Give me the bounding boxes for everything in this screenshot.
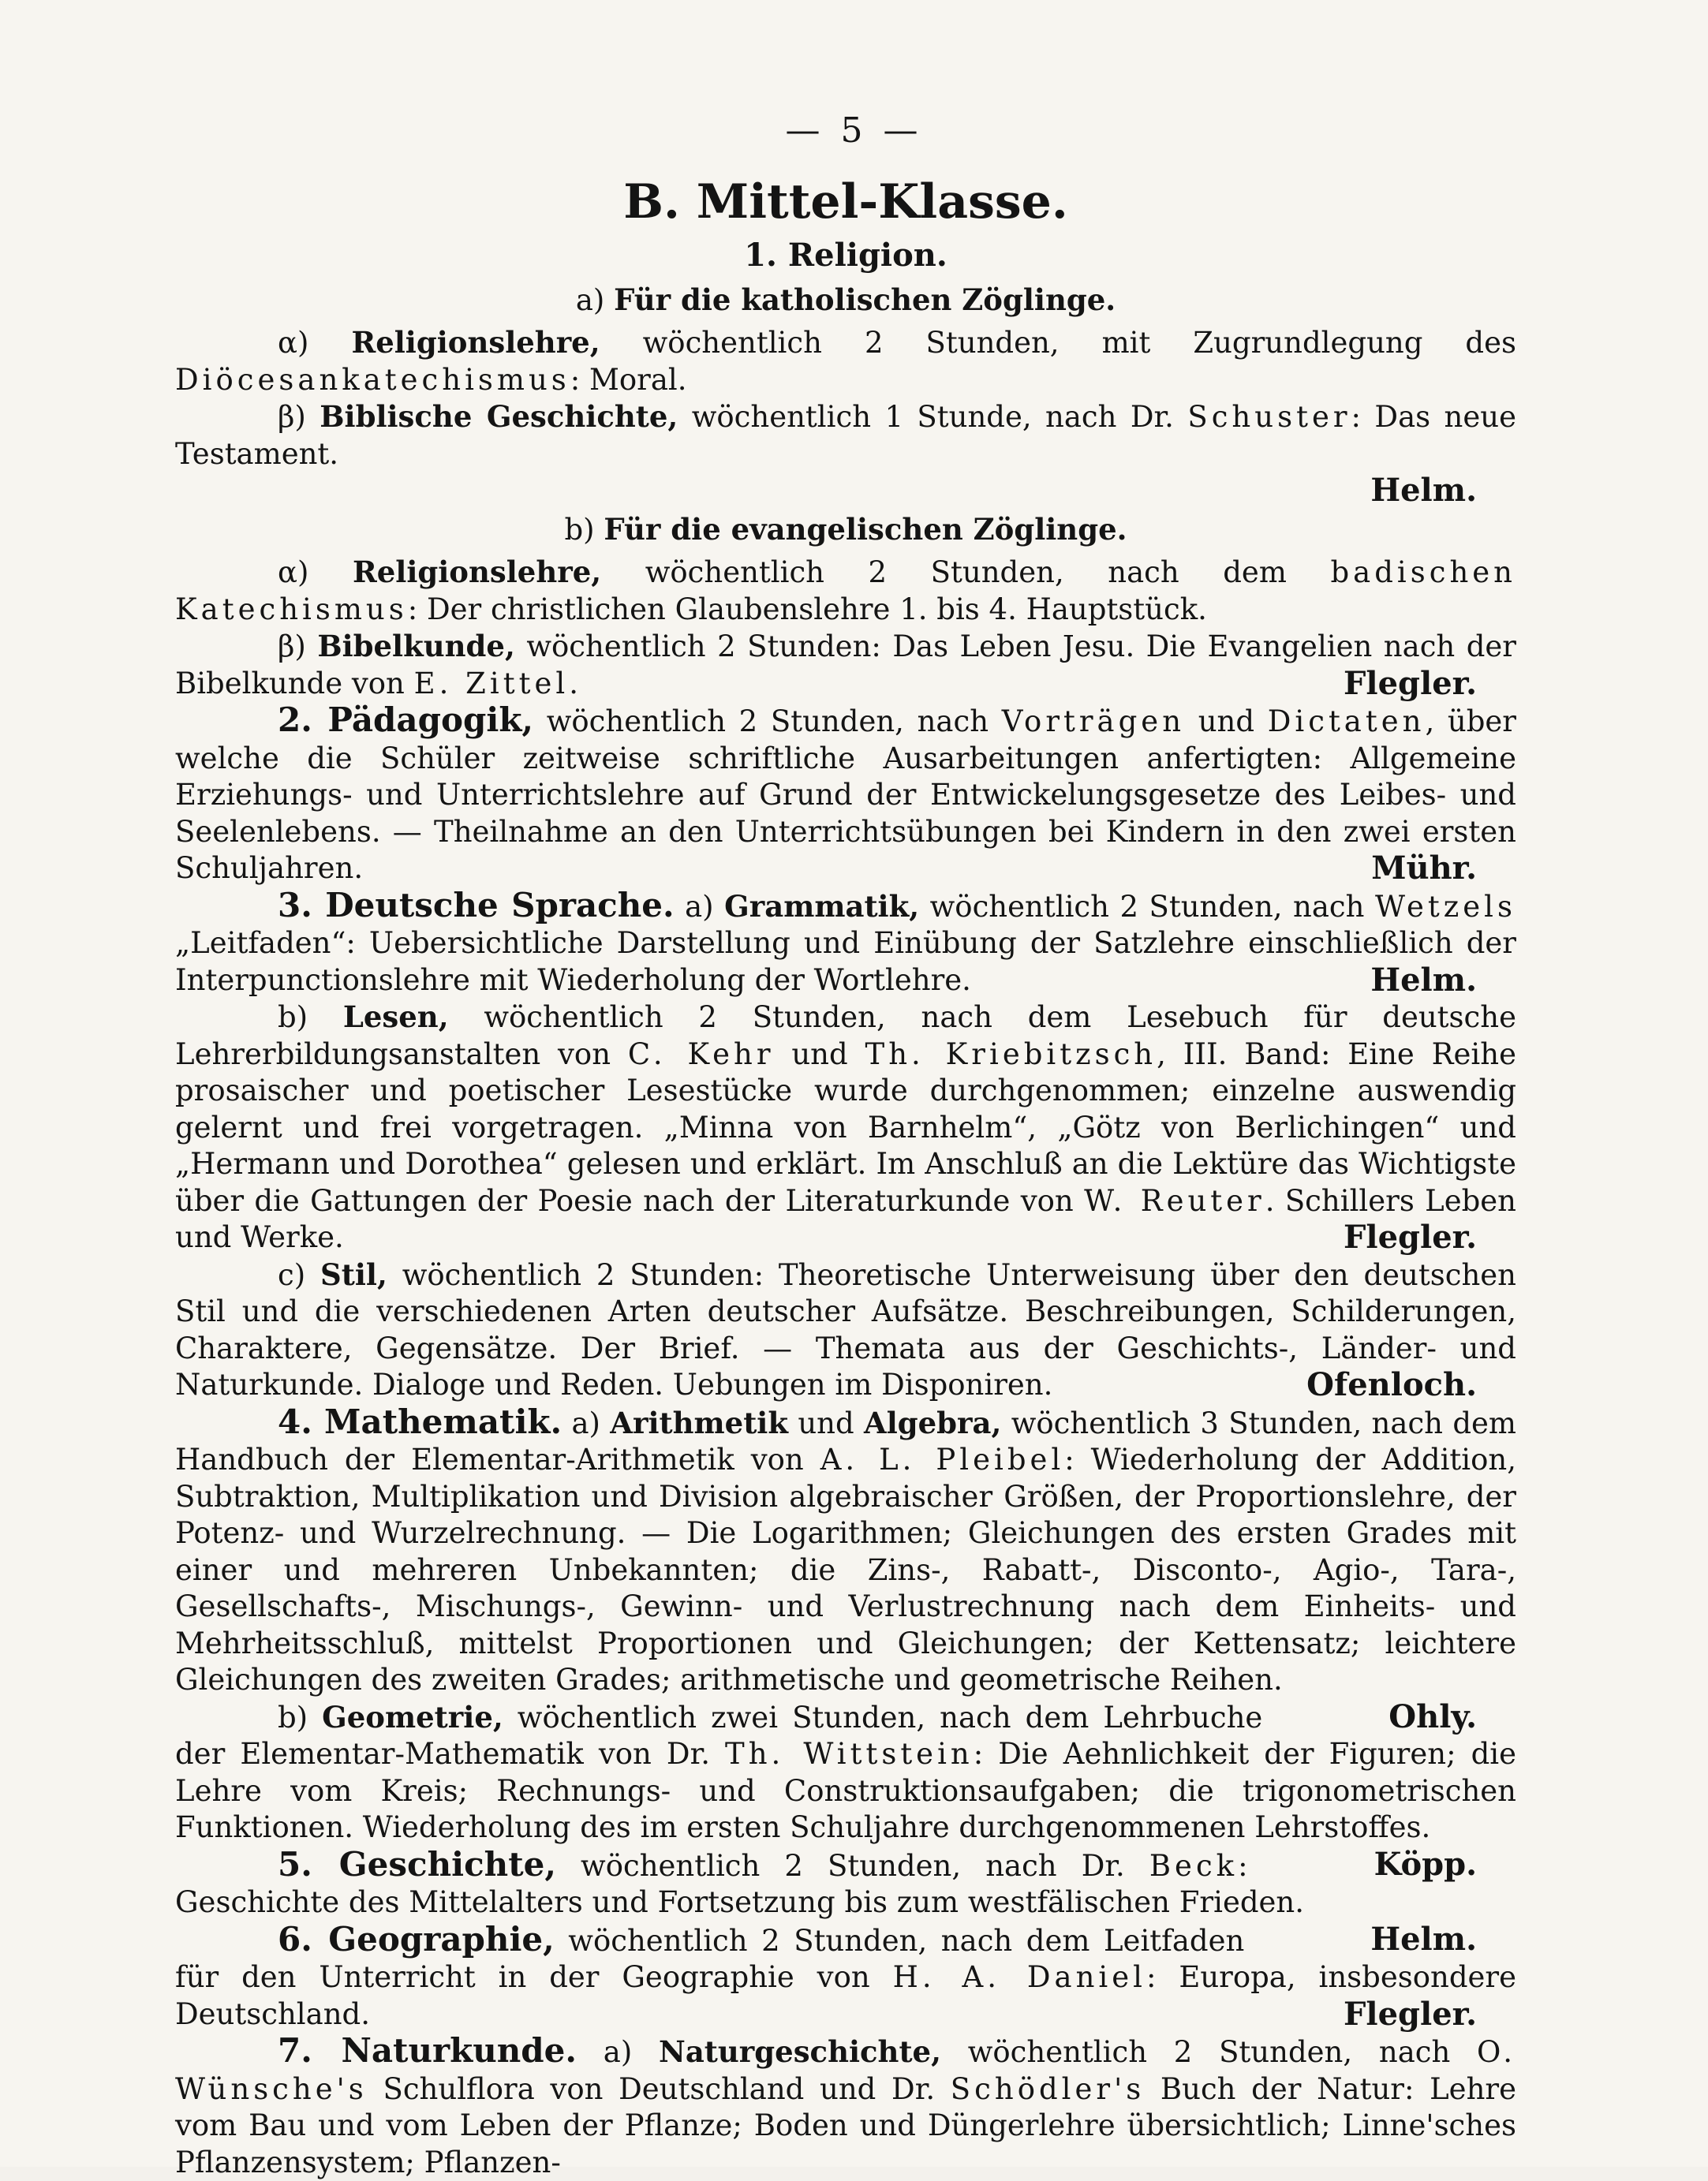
- teacher-name: Flegler.: [1344, 664, 1477, 702]
- body-text: : Die Aehnlichkeit der Figuren; die Lehre vom Kreis; Rechnungs- und Construktionsaufgaben; die trigonometrischen Funktionen. Wiederholung des im ersten Schuljahre durchgenommenen Lehrstoffes.: [175, 1737, 1517, 1844]
- list-marker: c): [278, 1257, 321, 1292]
- body-text: .: [569, 666, 578, 700]
- teacher-name: Ofenloch.: [1306, 1366, 1477, 1403]
- spaced-text: C. Kehr: [627, 1036, 775, 1071]
- spaced-text: Wetzels: [1375, 889, 1516, 924]
- spaced-text: badischen Katechismus: [175, 555, 1517, 626]
- body-text: und: [774, 1036, 865, 1071]
- subject-name: Geometrie,: [322, 1699, 503, 1735]
- catholic-heading: [175, 279, 1516, 321]
- teacher-name: Flegler.: [1344, 1219, 1477, 1256]
- body-text: : Europa, insbesondere Deutschland.: [175, 1960, 1516, 2031]
- teacher-name: Helm.: [1370, 961, 1477, 999]
- spaced-text: W. Reuter: [1084, 1183, 1265, 1218]
- list-marker: b): [278, 1000, 343, 1034]
- body-text: wöchentlich 2 Stunden, nach dem Lesebuch für deutsche Lehrerbildungsanstalten von: [175, 1000, 1516, 1071]
- body-text: wöchentlich 2 Stunden, nach Dr.: [555, 1848, 1149, 1883]
- spaced-text: E. Zittel: [413, 666, 570, 700]
- subject-name: Religionslehre,: [351, 325, 600, 360]
- spaced-text: Beck: [1149, 1848, 1239, 1883]
- teacher-name: Köpp.: [1374, 1845, 1477, 1883]
- spaced-text: Schödler's: [950, 2071, 1146, 2106]
- list-marker: b): [278, 1700, 323, 1735]
- list-marker: a): [674, 889, 725, 924]
- body-text: wöchentlich 1 Stunde, nach Dr.: [678, 400, 1188, 434]
- subject-name: Grammatik,: [724, 888, 920, 924]
- protestant-beta-paragraph: [175, 628, 1516, 702]
- body-text: Schulflora von Deutschland und Dr.: [367, 2071, 951, 2106]
- body-text: wöchentlich 3 Stunden, nach dem Handbuch der Elementar-Arithmetik von: [175, 1406, 1516, 1477]
- body-text: wöchentlich 2 Stunden: Theoretische Unterweisung über den deutschen Stil und die verschiedenen Arten deutscher Aufsätze. Beschreibungen, Schilderungen, Charaktere, Gegensätze. Der Brief. — Themata aus der Geschichts-, Länder- und Naturkunde. Dialoge und Reden. Uebungen im Disponiren.: [175, 1257, 1516, 1402]
- body-text: und: [788, 1406, 864, 1440]
- subject-heading: 3. Deutsche Sprache.: [278, 885, 675, 924]
- teacher-name: Ohly.: [1388, 1697, 1477, 1735]
- body-text: wöchentlich 2 Stunden, nach dem Leitfaden für den Unterricht in der Geographie von: [175, 1923, 1245, 1994]
- spaced-text: H. A. Daniel: [892, 1960, 1146, 1994]
- list-marker: α): [278, 555, 353, 589]
- protestant-alpha-paragraph: [175, 554, 1516, 628]
- list-marker: β): [278, 400, 320, 434]
- body-text: , über welche die Schüler zeitweise schriftliche Ausarbeitungen anfertigten: Allgemeine Erziehungs- und Unterrichtslehre auf Grund der Entwickelungsgesetze des Leibes- und Seelenlebens. — Theilnahme an den Unterrichtsübungen bei Kindern in den zwei ersten Schuljahren.: [175, 704, 1516, 885]
- subject-heading: 7. Naturkunde.: [278, 2031, 577, 2070]
- body-text: wöchentlich 2 Stunden: Das Leben Jesu. Die Evangelien nach der Bibelkunde von: [175, 629, 1516, 700]
- catholic-alpha-paragraph: [175, 324, 1516, 398]
- subject-name: Lesen,: [342, 999, 449, 1034]
- teacher-name: Helm.: [1370, 472, 1477, 509]
- spaced-text: Schuster: [1187, 400, 1351, 434]
- list-marker: β): [278, 629, 318, 663]
- body-text: : Das neue Testament.: [175, 400, 1516, 471]
- teacher-name: Mühr.: [1371, 850, 1477, 887]
- protestant-label: b): [564, 513, 604, 547]
- body-text: „Leitfaden“: Uebersichtliche Darstellung und Einübung der Satzlehre einschließlich der Interpunctionslehre mit Wiederholung der Wortlehre.: [175, 926, 1516, 997]
- protestant-title: Für die evangelischen Zöglinge.: [604, 512, 1127, 547]
- page-content: [175, 174, 1516, 2181]
- spaced-text: Vorträgen: [1001, 704, 1186, 738]
- body-text: : Wiederholung der Addition, Subtraktion, Multiplikation und Division algebraischer Größen, der Proportionslehre, der Potenz- und Wurzelrechnung. — Die Logarithmen; Gleichungen des ersten Grades mit einer und mehreren Unbekannten; die Zins-, Rabatt-, Disconto-, Agio-, Tara-, Gesellschafts-, Mischungs-, Gewinn- und Verlustrechnung nach dem Einheits- und Mehrheitsschluß, mittelst Proportionen und Gleichungen; der Kettensatz; leichtere Gleichungen des zweiten Grades; arithmetische und geometrische Reihen.: [175, 1443, 1516, 1697]
- subject-name: Stil,: [320, 1257, 387, 1292]
- body-text: wöchentlich 2 Stunden, mit Zugrundlegung des: [600, 326, 1516, 360]
- spaced-text: Th. Kriebitzsch: [865, 1036, 1157, 1071]
- page-number: — 5 —: [785, 110, 923, 151]
- subject-name: Bibelkunde,: [317, 629, 515, 663]
- spaced-text: Th. Wittstein: [725, 1737, 974, 1771]
- catholic-beta-paragraph: [175, 398, 1516, 472]
- deutsch-b-paragraph: [175, 999, 1516, 1257]
- body-text: : Der christlichen Glaubenslehre 1. bis 4. Hauptstück.: [407, 592, 1207, 626]
- list-marker: α): [278, 326, 352, 360]
- body-text: : Geschichte des Mittelalters und Fortsetzung bis zum westfälischen Frieden.: [175, 1848, 1305, 1919]
- subject-heading: 2. Pädagogik,: [278, 700, 534, 739]
- body-text: wöchentlich 2 Stunden, nach dem: [601, 555, 1331, 589]
- body-text: wöchentlich zwei Stunden, nach dem Lehrbuche der Elementar-Mathematik von Dr.: [175, 1700, 1263, 1771]
- catholic-title: Für die katholischen Zöglinge.: [614, 282, 1116, 317]
- subject-name: Naturgeschichte,: [659, 2034, 941, 2069]
- subject-heading: 4. Mathematik.: [278, 1402, 562, 1441]
- body-text: und: [1185, 704, 1268, 738]
- body-text: : Moral.: [570, 362, 687, 397]
- body-text: , III. Band: Eine Reihe prosaischer und poetischer Lesestücke wurde durchgenommen; einzelne auswendig gelernt und frei vorgetragen. „Minna von Barnhelm“, „Götz von Berlichingen“ und „Hermann und Dorothea“ gelesen und erklärt. Im Anschluß an die Lektüre das Wichtigste über die Gattungen der Poesie nach der Literaturkunde von: [175, 1036, 1516, 1218]
- subject-name: Biblische Geschichte,: [320, 399, 678, 434]
- spaced-text: Diöcesankatechismus: [175, 362, 570, 397]
- subject-name: Religionslehre,: [352, 555, 602, 589]
- deutsch-c-paragraph: [175, 1257, 1516, 1404]
- protestant-heading: [175, 509, 1516, 551]
- body-text: wöchentlich 2 Stunden, nach: [533, 704, 1002, 738]
- teacher-name: Helm.: [1370, 1920, 1477, 1958]
- religion-heading: 1. Religion.: [744, 237, 947, 274]
- naturkunde-paragraph: [175, 2033, 1516, 2181]
- catholic-label: a): [575, 283, 615, 317]
- subject-heading: 6. Geographie,: [278, 1919, 555, 1959]
- teacher-name: Flegler.: [1344, 1995, 1477, 2033]
- body-text: Buch der Natur: Lehre vom Bau und vom Leben der Pflanze; Boden und Düngerlehre übersichtlich; Linne'sches Pflanzensystem; Pflanzen-: [175, 2071, 1516, 2179]
- paedagogik-paragraph: [175, 702, 1516, 887]
- body-text: wöchentlich 2 Stunden, nach: [919, 889, 1375, 924]
- spaced-text: A. L. Pleibel: [820, 1443, 1065, 1477]
- list-marker: a): [577, 2035, 660, 2069]
- section-title: B. Mittel-Klasse.: [623, 174, 1068, 230]
- body-text: wöchentlich 2 Stunden, nach: [940, 2035, 1478, 2069]
- subject-name: Arithmetik: [610, 1405, 788, 1440]
- spaced-text: O. Wünsche's: [175, 2035, 1516, 2106]
- spaced-text: Dictaten: [1267, 704, 1426, 738]
- list-marker: a): [562, 1406, 611, 1440]
- subject-name: Algebra,: [863, 1405, 1002, 1440]
- deutsch-a-paragraph: [175, 887, 1516, 999]
- subject-heading: 5. Geschichte,: [278, 1844, 556, 1884]
- body-text: . Schillers Leben und Werke.: [175, 1183, 1516, 1254]
